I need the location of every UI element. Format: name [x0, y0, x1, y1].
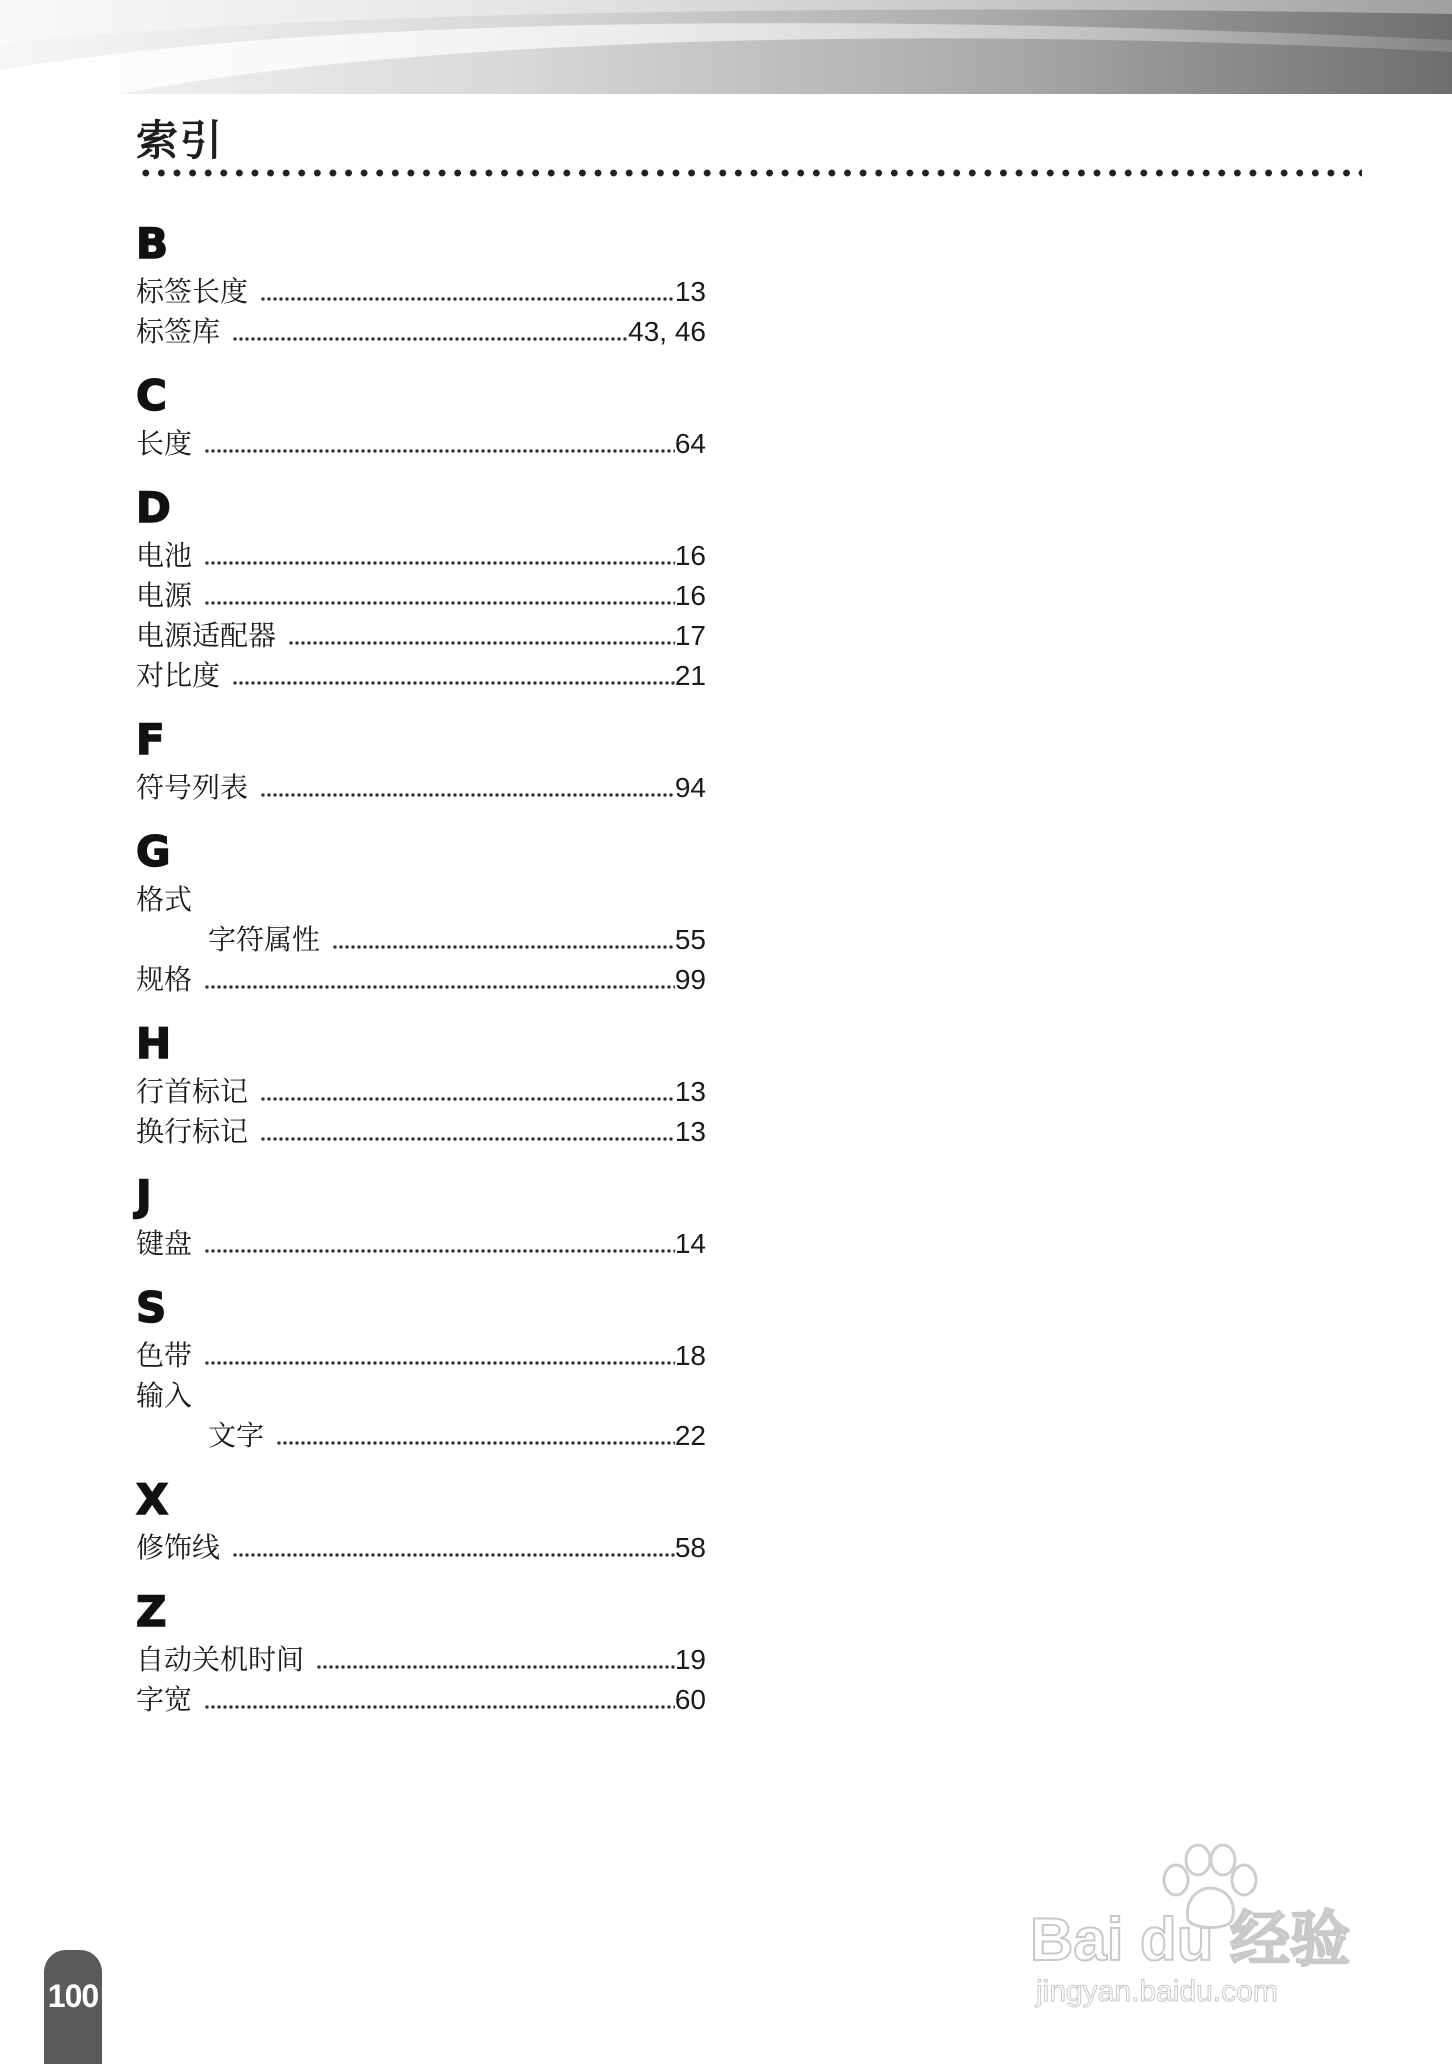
dot-leader: [204, 447, 675, 455]
entry-term: 字符属性: [208, 923, 321, 956]
watermark-url: jingyan.baidu.com: [1036, 1975, 1278, 2008]
dot-leader: [232, 335, 628, 343]
index-entry: [136, 272, 706, 312]
entry-term: 标签长度: [136, 275, 249, 308]
index-entry: [136, 1336, 706, 1376]
index-entry: [136, 1376, 706, 1416]
index-entry: [136, 656, 706, 696]
dot-leader: [204, 559, 675, 567]
index-section: [136, 480, 706, 696]
index-entry: [136, 576, 706, 616]
section-letter: X: [136, 1475, 169, 1524]
section-letter: J: [136, 1171, 152, 1220]
section-letter: Z: [136, 1587, 167, 1636]
entry-term: 文字: [208, 1419, 265, 1452]
index-section: [136, 216, 706, 352]
dot-leader: [204, 983, 675, 991]
section-letter: B: [136, 219, 169, 268]
dot-leader: [288, 639, 675, 647]
entry-term: 长度: [136, 427, 193, 460]
index-entry: [136, 424, 706, 464]
dot-leader: [204, 1359, 675, 1367]
entry-term: 字宽: [136, 1683, 193, 1716]
entry-page-ref: 18: [674, 1340, 706, 1371]
index-entry: [136, 880, 706, 920]
index-entry: [136, 536, 706, 576]
entry-term: 电源: [136, 579, 193, 612]
entry-term: 行首标记: [136, 1075, 249, 1108]
entry-term: 符号列表: [136, 771, 249, 804]
index-entry: [136, 768, 706, 808]
entry-term: 标签库: [136, 315, 221, 348]
page-title: 索引: [136, 116, 225, 165]
section-letter: C: [136, 371, 167, 420]
dot-leader: [204, 1247, 675, 1255]
index-list: [136, 200, 706, 1720]
index-subentry: [136, 920, 706, 960]
watermark-brand: Bai du 经验: [1030, 1906, 1351, 1973]
dot-leader: [204, 1703, 675, 1711]
entry-page-ref: 58: [674, 1532, 706, 1563]
dot-leader: [316, 1663, 675, 1671]
dot-leader: [332, 943, 675, 951]
dot-leader: [260, 1135, 675, 1143]
entry-page-ref: 13: [674, 1116, 706, 1147]
index-entry: [136, 1112, 706, 1152]
section-letter: S: [136, 1283, 167, 1332]
entry-term: 电源适配器: [136, 619, 277, 652]
entry-page-ref: 14: [674, 1228, 706, 1259]
section-letter: G: [136, 827, 171, 876]
entry-page-ref: 13: [674, 276, 706, 307]
section-letter: F: [136, 715, 165, 764]
index-entry: [136, 1072, 706, 1112]
index-section: [136, 1280, 706, 1456]
index-entry: [136, 1680, 706, 1720]
index-section: [136, 1472, 706, 1568]
entry-term: 对比度: [136, 659, 221, 692]
entry-term: 格式: [136, 883, 193, 916]
entry-page-ref: 22: [674, 1420, 706, 1451]
entry-term: 键盘: [136, 1227, 193, 1260]
index-section: [136, 712, 706, 808]
index-section: [136, 1584, 706, 1720]
dot-leader: [260, 1095, 675, 1103]
entry-page-ref: 94: [674, 772, 706, 803]
title-dotted-rule: [138, 168, 1362, 178]
dot-leader: [232, 1551, 675, 1559]
entry-page-ref: 19: [674, 1644, 706, 1675]
entry-page-ref: 21: [674, 660, 706, 691]
page-number: 100: [47, 1978, 99, 2014]
section-letter: D: [136, 483, 171, 532]
entry-page-ref: 99: [674, 964, 706, 995]
index-section: [136, 368, 706, 464]
header-band: [0, 0, 1452, 94]
entry-term: 电池: [136, 539, 193, 572]
entry-term: 修饰线: [136, 1531, 221, 1564]
entry-term: 换行标记: [136, 1115, 249, 1148]
header-band-graphic: [0, 0, 1452, 94]
baidu-watermark: [1030, 1840, 1370, 2008]
index-section: [136, 1168, 706, 1264]
dot-leader: [276, 1439, 675, 1447]
index-entry: [136, 312, 706, 352]
entry-page-ref: 17: [674, 620, 706, 651]
entry-term: 自动关机时间: [136, 1643, 305, 1676]
entry-page-ref: 64: [674, 428, 706, 459]
index-entry: [136, 1224, 706, 1264]
index-entry: [136, 616, 706, 656]
entry-term: 色带: [136, 1339, 193, 1372]
entry-page-ref: 60: [674, 1684, 706, 1715]
section-letter: H: [136, 1019, 172, 1068]
entry-page-ref: 13: [674, 1076, 706, 1107]
dot-leader: [260, 791, 675, 799]
dot-leader: [204, 599, 675, 607]
entry-page-ref: 55: [674, 924, 706, 955]
index-entry: [136, 1528, 706, 1568]
dot-leader: [232, 679, 675, 687]
entry-term: 输入: [136, 1379, 193, 1412]
entry-page-ref: 16: [674, 580, 706, 611]
index-section: [136, 824, 706, 1000]
dot-leader: [260, 295, 675, 303]
entry-page-ref: 16: [674, 540, 706, 571]
entry-term: 规格: [136, 963, 193, 996]
page-number-tab: [44, 1950, 102, 2064]
entry-page-ref: 43, 46: [628, 316, 706, 347]
index-subentry: [136, 1416, 706, 1456]
index-section: [136, 1016, 706, 1152]
index-entry: [136, 960, 706, 1000]
index-entry: [136, 1640, 706, 1680]
